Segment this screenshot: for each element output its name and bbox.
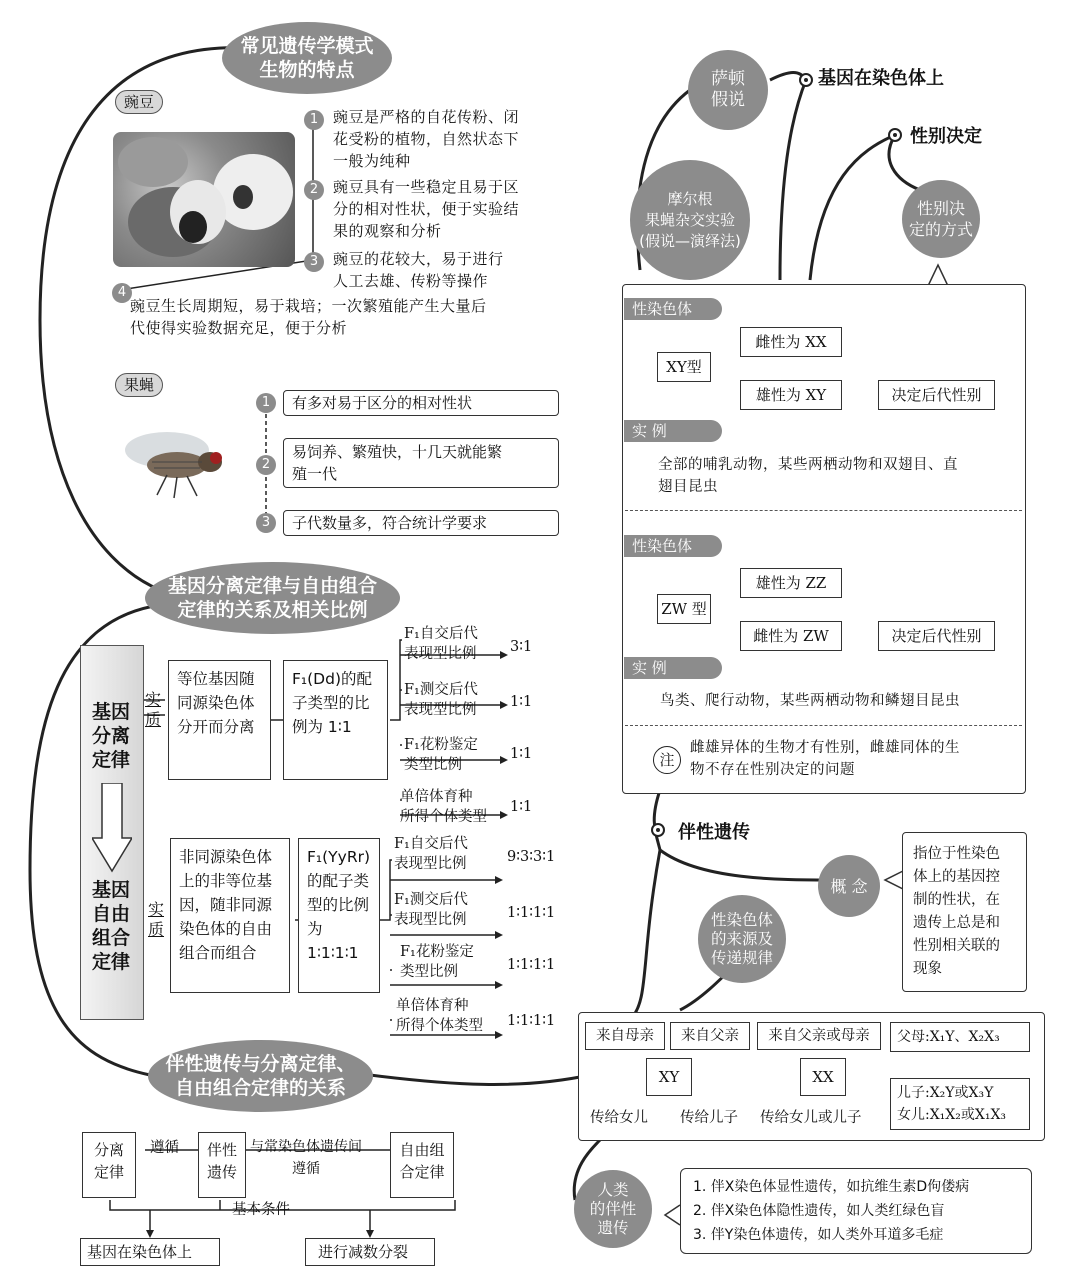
zw-example-text: 鸟类、爬行动物，某些两栖动物和鳞翅目昆虫 <box>660 693 960 709</box>
panel-divider-2 <box>625 725 1022 726</box>
xx-center-box: XX <box>800 1058 846 1096</box>
sexlinked-title: 伴性遗传 <box>678 822 750 843</box>
fly-point-1-number: 1 <box>256 393 276 413</box>
law-independent-title: 基因 自由 组合 定律 <box>91 879 130 973</box>
fly-point-2-number: 2 <box>256 455 276 475</box>
basic-condition-label: 基本条件 <box>232 1202 290 1218</box>
xy-decide-box: 决定后代性别 <box>878 380 995 410</box>
seg-item-1-value: 3∶1 <box>510 639 533 655</box>
sex-determination-title: 性别决定 <box>910 126 982 147</box>
ind-item-1-value: 9∶3∶3∶1 <box>507 849 556 865</box>
sutton-hypothesis: 萨顿 假说 <box>688 50 768 130</box>
ind-item-2-value: 1∶1∶1∶1 <box>507 905 556 921</box>
source-circle: 性染色体 的来源及 传递规律 <box>698 895 786 983</box>
note-icon: 注 <box>653 746 681 774</box>
parents-box: 父母:X₁Y、X₂X₃ <box>890 1022 1030 1052</box>
zw-section-header: 性染色体 <box>624 535 722 557</box>
pea-point-1-number: 1 <box>304 110 324 130</box>
ind-item-4-label: 单倍体育种 所得个体类型 <box>396 998 483 1034</box>
note-text: 雌雄异体的生物才有性别，雌雄同体的生 物不存在性别决定的问题 <box>690 740 960 778</box>
pea-point-1: 豌豆是严格的自花传粉、闭 花受粉的植物，自然状态下 一般为纯种 <box>333 108 520 170</box>
daughter-genotype: 女儿:X₁X₂或X₁X₃ <box>897 1107 1007 1123</box>
down-arrow-icon <box>92 783 132 873</box>
pea-point-4-number: 4 <box>112 283 132 303</box>
from-either-parent: 来自父亲或母亲 <box>757 1022 881 1050</box>
zw-type-box: ZW 型 <box>657 594 711 624</box>
ind-item-1-label: F₁自交后代 表现型比例 <box>394 836 468 872</box>
seg-item-4-label: 单倍体育种 所得个体类型 <box>400 789 487 825</box>
fly-tag: 果蝇 <box>115 373 163 397</box>
with-autosomal-label: 与常染色体遗传间 遵循 <box>250 1139 362 1177</box>
son-genotype: 儿子:X₂Y或X₃Y <box>897 1085 994 1101</box>
oval-relation: 基因分离定律与自由组合 定律的关系及相关比例 <box>145 562 400 634</box>
ind-ratio-box: F₁(YyRr) 的配子类 型的比例 为 1∶1∶1∶1 <box>298 838 380 993</box>
from-mother: 来自母亲 <box>585 1022 665 1050</box>
human-item-3: 3. 伴Y染色体遗传，如人类外耳道多毛症 <box>693 1227 944 1243</box>
ind-item-3-label: F₁花粉鉴定 类型比例 <box>400 944 474 980</box>
pea-point-2-number: 2 <box>304 180 324 200</box>
xy-section-header: 性染色体 <box>624 298 722 320</box>
human-sexlinked-circle: 人类 的伴性 遗传 <box>574 1170 652 1248</box>
from-father: 来自父亲 <box>670 1022 750 1050</box>
pea-point-3: 豌豆的花较大，易于进行 人工去雄、传粉等操作 <box>333 250 504 290</box>
condition-1-box: 基因在染色体上 <box>80 1238 220 1266</box>
gene-on-chromosome-title: 基因在染色体上 <box>818 68 944 89</box>
children-box <box>890 1078 1030 1130</box>
ind-item-3-value: 1∶1∶1∶1 <box>507 957 556 973</box>
morgan-experiment: 摩尔根 果蝇杂交实验 (假说—演绎法) <box>630 160 750 280</box>
zw-female-box: 雌性为 ZW <box>740 621 842 651</box>
zw-male-box: 雄性为 ZZ <box>740 568 842 598</box>
to-daughter-or-son: 传给女儿或儿子 <box>760 1110 862 1126</box>
sexlinked-box: 伴性 遗传 <box>198 1132 246 1198</box>
human-item-2: 2. 伴X染色体隐性遗传，如人类红绿色盲 <box>693 1203 945 1219</box>
essence-label-2: 实 质 <box>148 900 165 939</box>
to-daughter: 传给女儿 <box>590 1110 648 1126</box>
essence-label-1: 实 质 <box>145 690 162 729</box>
seg-item-2-value: 1∶1 <box>510 694 533 710</box>
pea-point-3-number: 3 <box>304 252 324 272</box>
sex-determination-way: 性别决 定的方式 <box>902 180 980 258</box>
human-item-1: 1. 伴X染色体显性遗传，如抗维生素D佝偻病 <box>693 1179 970 1195</box>
seg-law-box: 分离 定律 <box>82 1132 136 1198</box>
pea-point-4: 豌豆生长周期短，易于栽培；一次繁殖能产生大量后 代使得实验数据充足，便于分析 <box>130 297 487 337</box>
oval-model-organisms: 常见遗传学模式 生物的特点 <box>222 22 392 94</box>
zw-decide-box: 决定后代性别 <box>878 621 995 651</box>
concept-text-box: 指位于性染色 体上的基因控 制的性状，在 遗传上总是和 性别相关联的 现象 <box>902 832 1027 992</box>
law-segregation-title: 基因 分离 定律 <box>91 701 130 771</box>
ind-essence-box: 非同源染色体 上的非等位基 因，随非同源 染色体的自由 组合而组合 <box>170 838 290 993</box>
fly-point-3-number: 3 <box>256 513 276 533</box>
xy-example-text: 全部的哺乳动物，某些两栖动物和双翅目、直 翅目昆虫 <box>658 457 958 495</box>
seg-item-3-label: F₁花粉鉴定 类型比例 <box>404 737 478 773</box>
pea-tag: 豌豆 <box>115 90 163 114</box>
pea-point-2: 豌豆具有一些稳定且易于区 分的相对性状，便于实验结 果的观察和分析 <box>333 178 520 240</box>
xy-female-box: 雌性为 XX <box>740 327 842 357</box>
human-sexlinked-box <box>680 1168 1032 1254</box>
xy-center-box: XY <box>646 1058 692 1096</box>
pea-flower-image <box>113 132 295 267</box>
fly-point-2: 易饲养、繁殖快，十几天就能繁 殖一代 <box>283 438 559 488</box>
condition-2-box: 进行减数分裂 <box>305 1238 435 1266</box>
fruit-fly-image <box>112 420 242 500</box>
seg-essence-box: 等位基因随 同源染色体 分开而分离 <box>168 660 271 780</box>
fly-point-3: 子代数量多，符合统计学要求 <box>283 510 559 536</box>
panel-divider-1 <box>625 510 1022 511</box>
follows-label: 遵循 <box>150 1140 179 1156</box>
ind-item-2-label: F₁测交后代 表现型比例 <box>394 892 468 928</box>
seg-item-2-label: F₁测交后代 表现型比例 <box>404 682 478 718</box>
free-law-box: 自由组 合定律 <box>390 1132 454 1198</box>
seg-item-4-value: 1∶1 <box>510 799 533 815</box>
xy-type-box: XY型 <box>657 352 711 382</box>
zw-example-header: 实 例 <box>624 657 722 679</box>
seg-item-3-value: 1∶1 <box>510 746 533 762</box>
seg-ratio-box: F₁(Dd)的配 子类型的比 例为 1∶1 <box>283 660 388 780</box>
ind-item-4-value: 1∶1∶1∶1 <box>507 1013 556 1029</box>
concept-circle: 概 念 <box>818 855 880 917</box>
xy-male-box: 雄性为 XY <box>740 380 842 410</box>
xy-example-header: 实 例 <box>624 420 722 442</box>
seg-item-1-label: F₁自交后代 表现型比例 <box>404 626 478 662</box>
oval-sexlinked-relation: 伴性遗传与分离定律、 自由组合定律的关系 <box>148 1040 373 1112</box>
fly-point-1: 有多对易于区分的相对性状 <box>283 390 559 416</box>
to-son: 传给儿子 <box>680 1110 738 1126</box>
